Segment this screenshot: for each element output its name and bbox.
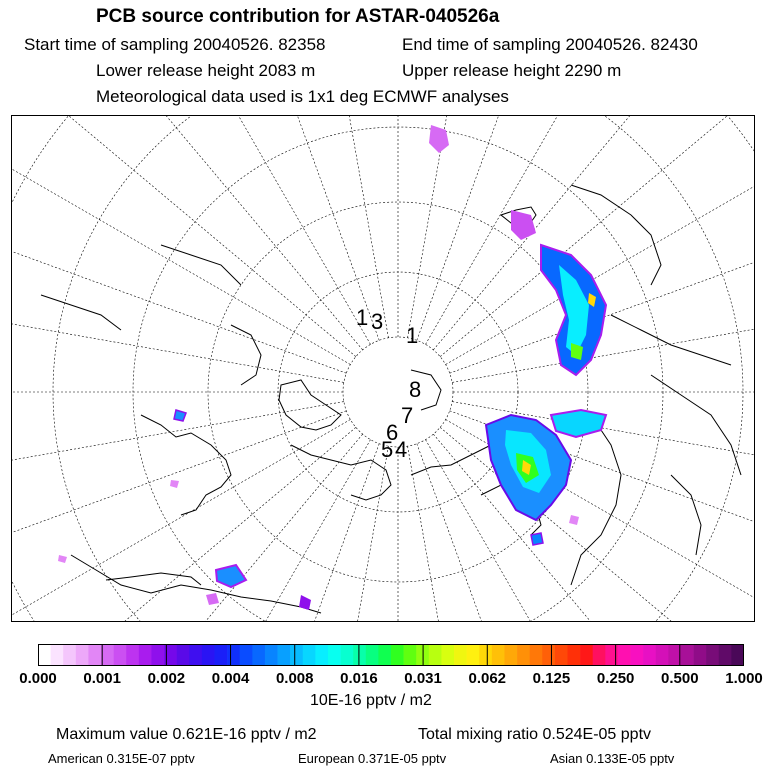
- colorbar-cell: [76, 644, 89, 666]
- colorbar-cell: [151, 644, 164, 666]
- european-contribution: European 0.371E-05 pptv: [298, 751, 447, 766]
- colorbar-tick-label: 0.002: [147, 670, 186, 687]
- colorbar-cell: [681, 644, 694, 666]
- total-mixing-ratio-label: Total mixing ratio 0.524E-05 pptv: [418, 726, 652, 743]
- colorbar-cell: [441, 644, 454, 666]
- plot-title: PCB source contribution for ASTAR-040526a: [96, 6, 500, 27]
- colorbar-cell: [467, 644, 480, 666]
- start-time-label: Start time of sampling 20040526. 82358: [24, 35, 326, 54]
- colorbar-cell: [643, 644, 656, 666]
- colorbar-cell: [517, 644, 530, 666]
- colorbar-cell: [504, 644, 517, 666]
- colorbar-cell: [618, 644, 631, 666]
- colorbar-cell: [215, 644, 228, 666]
- colorbar-cell: [63, 644, 76, 666]
- colorbar-cell: [139, 644, 152, 666]
- colorbar-tick-label: 0.250: [596, 670, 635, 687]
- pole-label: 8: [409, 377, 422, 402]
- colorbar-cell: [240, 644, 253, 666]
- colorbar-cell: [202, 644, 215, 666]
- colorbar-cell: [252, 644, 265, 666]
- colorbar-cell: [278, 644, 291, 666]
- colorbar-cell: [492, 644, 505, 666]
- colorbar-cell: [656, 644, 669, 666]
- colorbar-cell: [454, 644, 467, 666]
- colorbar-cell: [38, 644, 51, 666]
- colorbar-cell: [479, 644, 492, 666]
- colorbar-cell: [555, 644, 568, 666]
- colorbar: [38, 644, 744, 666]
- colorbar-cell: [593, 644, 606, 666]
- colorbar-cell: [366, 644, 379, 666]
- meteorology-label: Meteorological data used is 1x1 deg ECMWF analyses: [96, 87, 509, 106]
- map-frame: [12, 116, 755, 622]
- colorbar-tick-label: 0.008: [275, 670, 314, 687]
- end-time-label: End time of sampling 20040526. 82430: [402, 35, 698, 54]
- colorbar-tick-label: 1.000: [725, 670, 763, 687]
- colorbar-cell: [189, 644, 202, 666]
- colorbar-cell: [126, 644, 139, 666]
- colorbar-cell: [719, 644, 732, 666]
- colorbar-cell: [429, 644, 442, 666]
- colorbar-cell: [101, 644, 114, 666]
- pole-label: 1: [406, 323, 419, 348]
- colorbar-cell: [542, 644, 555, 666]
- colorbar-cell: [378, 644, 391, 666]
- colorbar-cell: [341, 644, 354, 666]
- colorbar-cell: [391, 644, 404, 666]
- polar-map: [11, 115, 755, 622]
- colorbar-cell: [605, 644, 618, 666]
- pole-label: 7: [401, 403, 414, 428]
- maximum-value-label: Maximum value 0.621E-16 pptv / m2: [56, 726, 317, 743]
- colorbar-tick-label: 0.016: [340, 670, 378, 687]
- colorbar-cell: [51, 644, 64, 666]
- colorbar-cell: [290, 644, 303, 666]
- colorbar-cell: [227, 644, 240, 666]
- pole-label: 4: [395, 437, 408, 462]
- pole-label: 5: [381, 437, 394, 462]
- colorbar-cell: [580, 644, 593, 666]
- american-contribution: American 0.315E-07 pptv: [48, 751, 195, 766]
- colorbar-cell: [706, 644, 719, 666]
- colorbar-tick-label: 0.000: [19, 670, 57, 687]
- colorbar-cell: [177, 644, 190, 666]
- colorbar-cell: [631, 644, 644, 666]
- colorbar-cell: [694, 644, 707, 666]
- lower-release-height-label: Lower release height 2083 m: [96, 61, 316, 80]
- pole-label: 1: [356, 305, 369, 330]
- colorbar-cell: [530, 644, 543, 666]
- colorbar-cell: [328, 644, 341, 666]
- colorbar-cell: [303, 644, 316, 666]
- colorbar-cell: [265, 644, 278, 666]
- colorbar-cell: [114, 644, 127, 666]
- colorbar-tick-label: 0.004: [211, 670, 250, 687]
- colorbar-tick-label: 0.500: [661, 670, 699, 687]
- colorbar-cell: [353, 644, 366, 666]
- colorbar-units: 10E-16 pptv / m2: [310, 692, 432, 709]
- colorbar-cell: [568, 644, 581, 666]
- pole-label: 3: [371, 309, 384, 334]
- colorbar-tick-label: 0.062: [468, 670, 507, 687]
- colorbar-cell: [88, 644, 101, 666]
- colorbar-tick-label: 0.031: [404, 670, 442, 687]
- colorbar-cell: [731, 644, 744, 666]
- colorbar-tick-label: 0.125: [532, 670, 571, 687]
- asian-contribution: Asian 0.133E-05 pptv: [550, 751, 675, 766]
- colorbar-tick-label: 0.001: [83, 670, 121, 687]
- colorbar-cell: [315, 644, 328, 666]
- pole-label: 6: [386, 420, 399, 445]
- upper-release-height-label: Upper release height 2290 m: [402, 61, 622, 80]
- colorbar-cell: [404, 644, 417, 666]
